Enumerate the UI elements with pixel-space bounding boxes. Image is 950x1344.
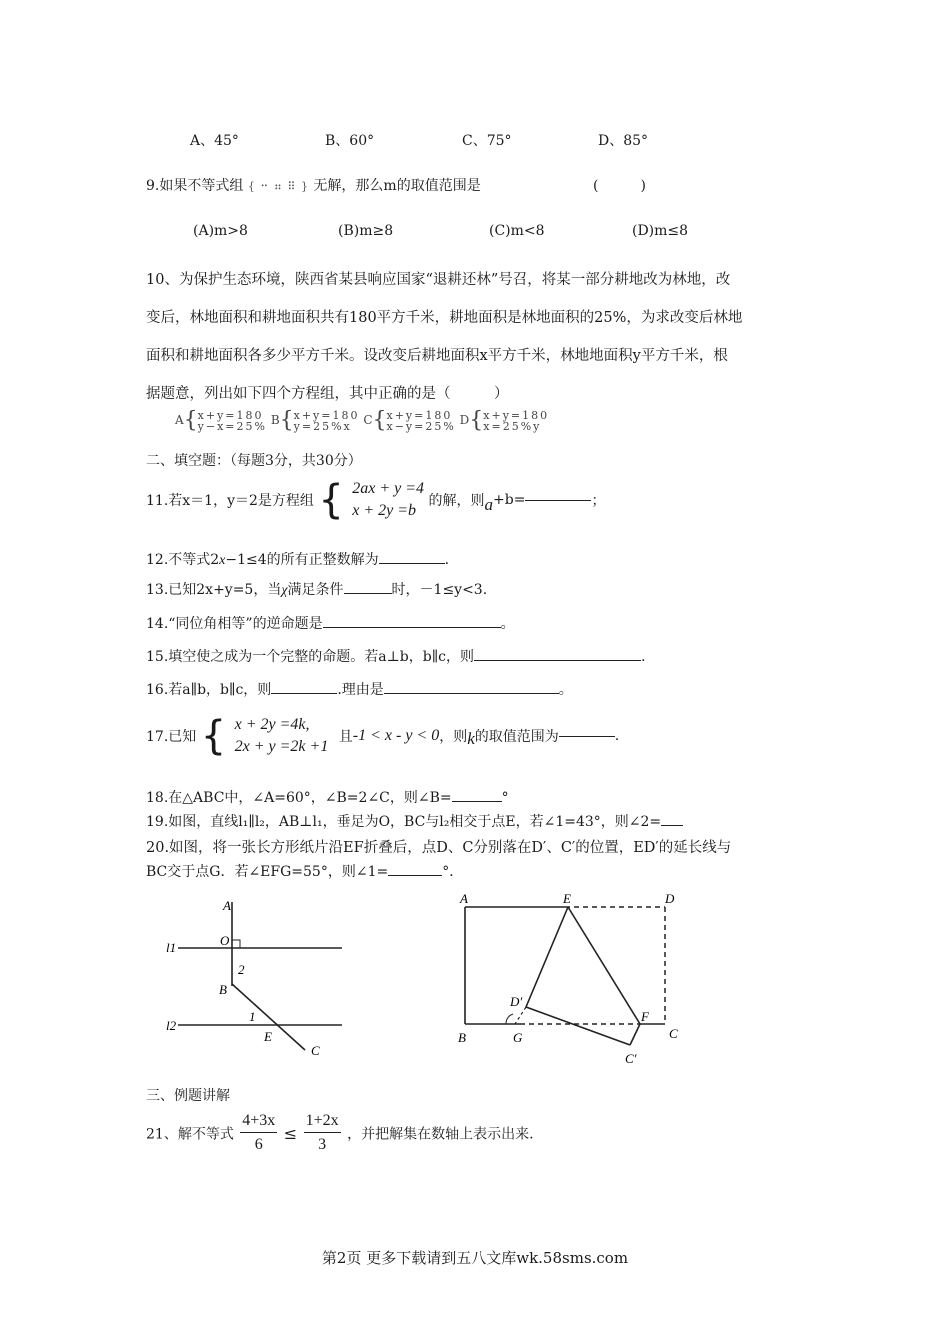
section3-title: 三、例题讲解: [146, 1088, 230, 1104]
section2-title: 二、填空题：（每题3分，共30分）: [146, 453, 362, 469]
fig1-label-l1: l1: [166, 940, 177, 955]
q11-eq1: 2ax + y =4: [352, 480, 425, 497]
q15-answer-blank[interactable]: [474, 660, 641, 661]
fig1-label-e: E: [264, 1029, 272, 1044]
q21-rhs-numerator: 1+2x: [304, 1110, 341, 1133]
q13-x: χ: [281, 583, 288, 598]
q20-answer-blank[interactable]: [388, 875, 442, 876]
q10-d-row1: x+y=180: [483, 408, 550, 422]
fig2-label-d: D: [665, 891, 675, 906]
q10-option-a: A{x+y=180 y−x=25%: [175, 408, 267, 433]
q11-prefix: 11.若x＝1，y＝2是方程组: [146, 493, 314, 509]
q19-text: 19.如图，直线l₁∥l₂，AB⊥l₁，垂足为O，BC与l₂相交于点E，若∠1=43°，则∠2=: [146, 814, 662, 830]
q10-b-row1: x+y=180: [293, 408, 360, 422]
q21-rhs-fraction: [304, 1110, 341, 1157]
q21-suffix: ，并把解集在数轴上表示出来.: [347, 1126, 534, 1143]
q9-prefix: 9.如果不等式组: [146, 178, 244, 194]
q10-a-row1: x+y=180: [197, 408, 264, 422]
q10-a-row2: y−x=25%: [197, 419, 267, 433]
q18: [146, 787, 509, 807]
fig1-label-b: B: [219, 982, 227, 997]
q17-eq1: x + 2y =4k,: [234, 716, 310, 733]
q12-x: x: [219, 553, 226, 568]
fig2-label-c-prime: C′: [625, 1051, 637, 1066]
q8-option-d: D、85°: [598, 133, 649, 149]
fig2-label-b: B: [458, 1030, 466, 1045]
q16-blank-1[interactable]: [271, 693, 337, 694]
q20-line-2: [146, 861, 463, 881]
q10-options: [175, 408, 549, 433]
fig2-label-d-prime: D′: [510, 994, 523, 1009]
q11-eq2: x + 2y =b: [352, 502, 417, 519]
q19: [146, 811, 683, 831]
q8-option-b: B、60°: [325, 133, 375, 149]
q12-prefix: 12.不等式2: [146, 552, 220, 568]
q11-var-a: a: [484, 495, 493, 514]
fig2-label-f: F: [641, 1009, 649, 1024]
q14-answer-blank[interactable]: [323, 627, 501, 628]
q8-option-a: A、45°: [190, 133, 239, 149]
q10-option-c-letter: C: [363, 413, 373, 427]
q15-text: 15.填空使之成为一个完整的命题。若a⊥b，b∥c，则: [146, 649, 475, 665]
page-footer: 第2页 更多下载请到五八文库wk.58sms.com: [321, 1249, 629, 1267]
q13-end: 时，－1≤y<3.: [391, 582, 488, 598]
q16-prefix: 16.若a∥b，b∥c，则: [146, 682, 272, 698]
q10-c-row1: x+y=180: [386, 408, 453, 422]
q17-middle: 的取值范围为: [474, 729, 559, 745]
q14: [146, 613, 515, 633]
q9-option-b: (B)m≥8: [338, 223, 394, 239]
q17-prefix: 17.已知: [146, 729, 197, 745]
q10-option-b-letter: B: [270, 413, 280, 427]
q16-middle: .理由是: [337, 682, 384, 698]
q10-option-d-letter: D: [459, 413, 470, 427]
fig2-line-ed-prime: [526, 907, 568, 1007]
fig2-angle-1-arc: [506, 1014, 513, 1024]
fig2-label-g: G: [513, 1030, 523, 1045]
q11-middle: 的解，则: [428, 493, 485, 509]
q13: [146, 579, 487, 599]
q20-line-1: 20.如图，将一张长方形纸片沿EF折叠后，点D、C分别落在D′、C′的位置，ED′的延长线与: [146, 840, 732, 856]
q21-prefix: 21、解不等式: [146, 1126, 234, 1143]
q10-c-row2: x−y=25%: [386, 419, 456, 433]
q8-option-c: C、75°: [462, 133, 512, 149]
fig2-label-e: E: [563, 891, 571, 906]
q14-end: 。: [500, 616, 515, 632]
q13-prefix: 13.已知2x+y=5，当: [146, 582, 282, 598]
q9-system-image: { ⠒ ⠶ ⠿ }: [247, 179, 309, 193]
q17-end: .: [614, 728, 620, 744]
q10-b-row2: y=25%x: [293, 419, 352, 433]
fig2-fold-ef: [568, 907, 640, 1024]
figure-2: [450, 885, 690, 1075]
figure-1: [160, 890, 360, 1070]
q18-answer-blank[interactable]: [452, 801, 502, 802]
q9-option-a: (A)m>8: [193, 223, 248, 239]
fig2-label-a: A: [460, 891, 468, 906]
q12-middle: −1≤4的所有正整数解为: [225, 552, 379, 568]
q17-brace: {: [200, 713, 227, 759]
q9-option-d: (D)m≤8: [632, 223, 689, 239]
q17-system: [201, 714, 329, 758]
fig2-extension-dg: [515, 1007, 526, 1024]
q17-then: ，则: [439, 729, 468, 745]
q13-answer-blank[interactable]: [344, 593, 392, 594]
q10-line-4: 据题意，列出如下四个方程组，其中正确的是（ ）: [146, 386, 509, 402]
q12: [146, 549, 449, 569]
q10-option-d: D{x+y=180 x=25%y: [459, 408, 550, 433]
q17-eq2: 2x + y =2k +1: [234, 738, 329, 755]
q9-suffix: 无解，那么m的取值范围是: [313, 178, 481, 194]
q21-operator: ≤: [283, 1124, 298, 1143]
fig1-label-a: A: [223, 898, 231, 913]
q10-line-1: 10、为保护生态环境，陕西省某县响应国家“退耕还林”号召，将某一部分耕地改为林地，改: [146, 272, 731, 288]
q9-option-c: (C)m<8: [489, 223, 545, 239]
q13-middle: 满足条件: [287, 582, 344, 598]
fig2-label-c: C: [669, 1026, 678, 1041]
q12-answer-blank[interactable]: [379, 563, 445, 564]
fig1-label-1: 1: [249, 1009, 256, 1024]
q17-answer-blank[interactable]: [559, 736, 615, 737]
q21: [146, 1110, 534, 1157]
q19-answer-blank[interactable]: [661, 825, 683, 826]
q10-d-row2: x=25%y: [483, 419, 542, 433]
q21-lhs-fraction: [240, 1110, 277, 1157]
q17-inequality: -1 < x - y < 0: [352, 727, 440, 744]
fig1-label-c: C: [311, 1043, 320, 1058]
q16-end: 。: [558, 682, 573, 698]
fig1-label-o: O: [220, 933, 230, 948]
q21-rhs-denominator: 3: [318, 1136, 327, 1153]
q14-text: 14.“同位角相等”的逆命题是: [146, 616, 323, 632]
q16-blank-2[interactable]: [384, 693, 559, 694]
q12-end: .: [444, 552, 450, 568]
q17-k: k: [467, 729, 475, 748]
q18-text: 18.在△ABC中，∠A=60°，∠B=2∠C，则∠B=: [146, 790, 452, 806]
fig2-line-c-prime-f: [630, 1024, 640, 1045]
q11: [146, 478, 605, 522]
q11-system: [318, 478, 424, 522]
q10-line-3: 面积和耕地面积各多少平方千米。设改变后耕地面积x平方千米，林地地面积y平方千米，根: [146, 348, 728, 364]
q15-end: .: [641, 649, 646, 665]
q16: [146, 679, 573, 699]
q11-answer-blank[interactable]: [525, 500, 591, 501]
q20-end: °．: [442, 864, 464, 880]
fig1-label-2: 2: [238, 962, 245, 977]
q18-end: °: [501, 790, 509, 806]
q11-plus-b: +b=: [493, 492, 526, 508]
q9-stem: [146, 175, 481, 195]
q10-option-c: C{x+y=180 x−y=25%: [363, 408, 456, 433]
q15: [146, 646, 645, 666]
q21-lhs-denominator: 6: [254, 1136, 263, 1153]
q11-end: ；: [591, 493, 606, 509]
q17: [146, 714, 619, 758]
q10-line-2: 变后，林地面积和耕地面积共有180平方千米，耕地面积是林地面积的25%，为求改变后林地: [146, 310, 743, 326]
q20-prefix: BC交于点G．若∠EFG=55°，则∠1=: [146, 864, 389, 880]
fig1-right-angle-mark: [232, 940, 240, 948]
q11-brace: {: [318, 477, 344, 523]
q9-paren: ( ): [593, 178, 646, 194]
q10-option-b: B{x+y=180 y=25%x: [270, 408, 360, 433]
q17-and: 且: [338, 729, 353, 745]
fig1-label-l2: l2: [166, 1018, 177, 1033]
fig2-line-d-prime-c-prime: [526, 1007, 630, 1045]
q21-lhs-numerator: 4+3x: [240, 1110, 277, 1133]
q10-option-a-letter: A: [175, 413, 184, 427]
